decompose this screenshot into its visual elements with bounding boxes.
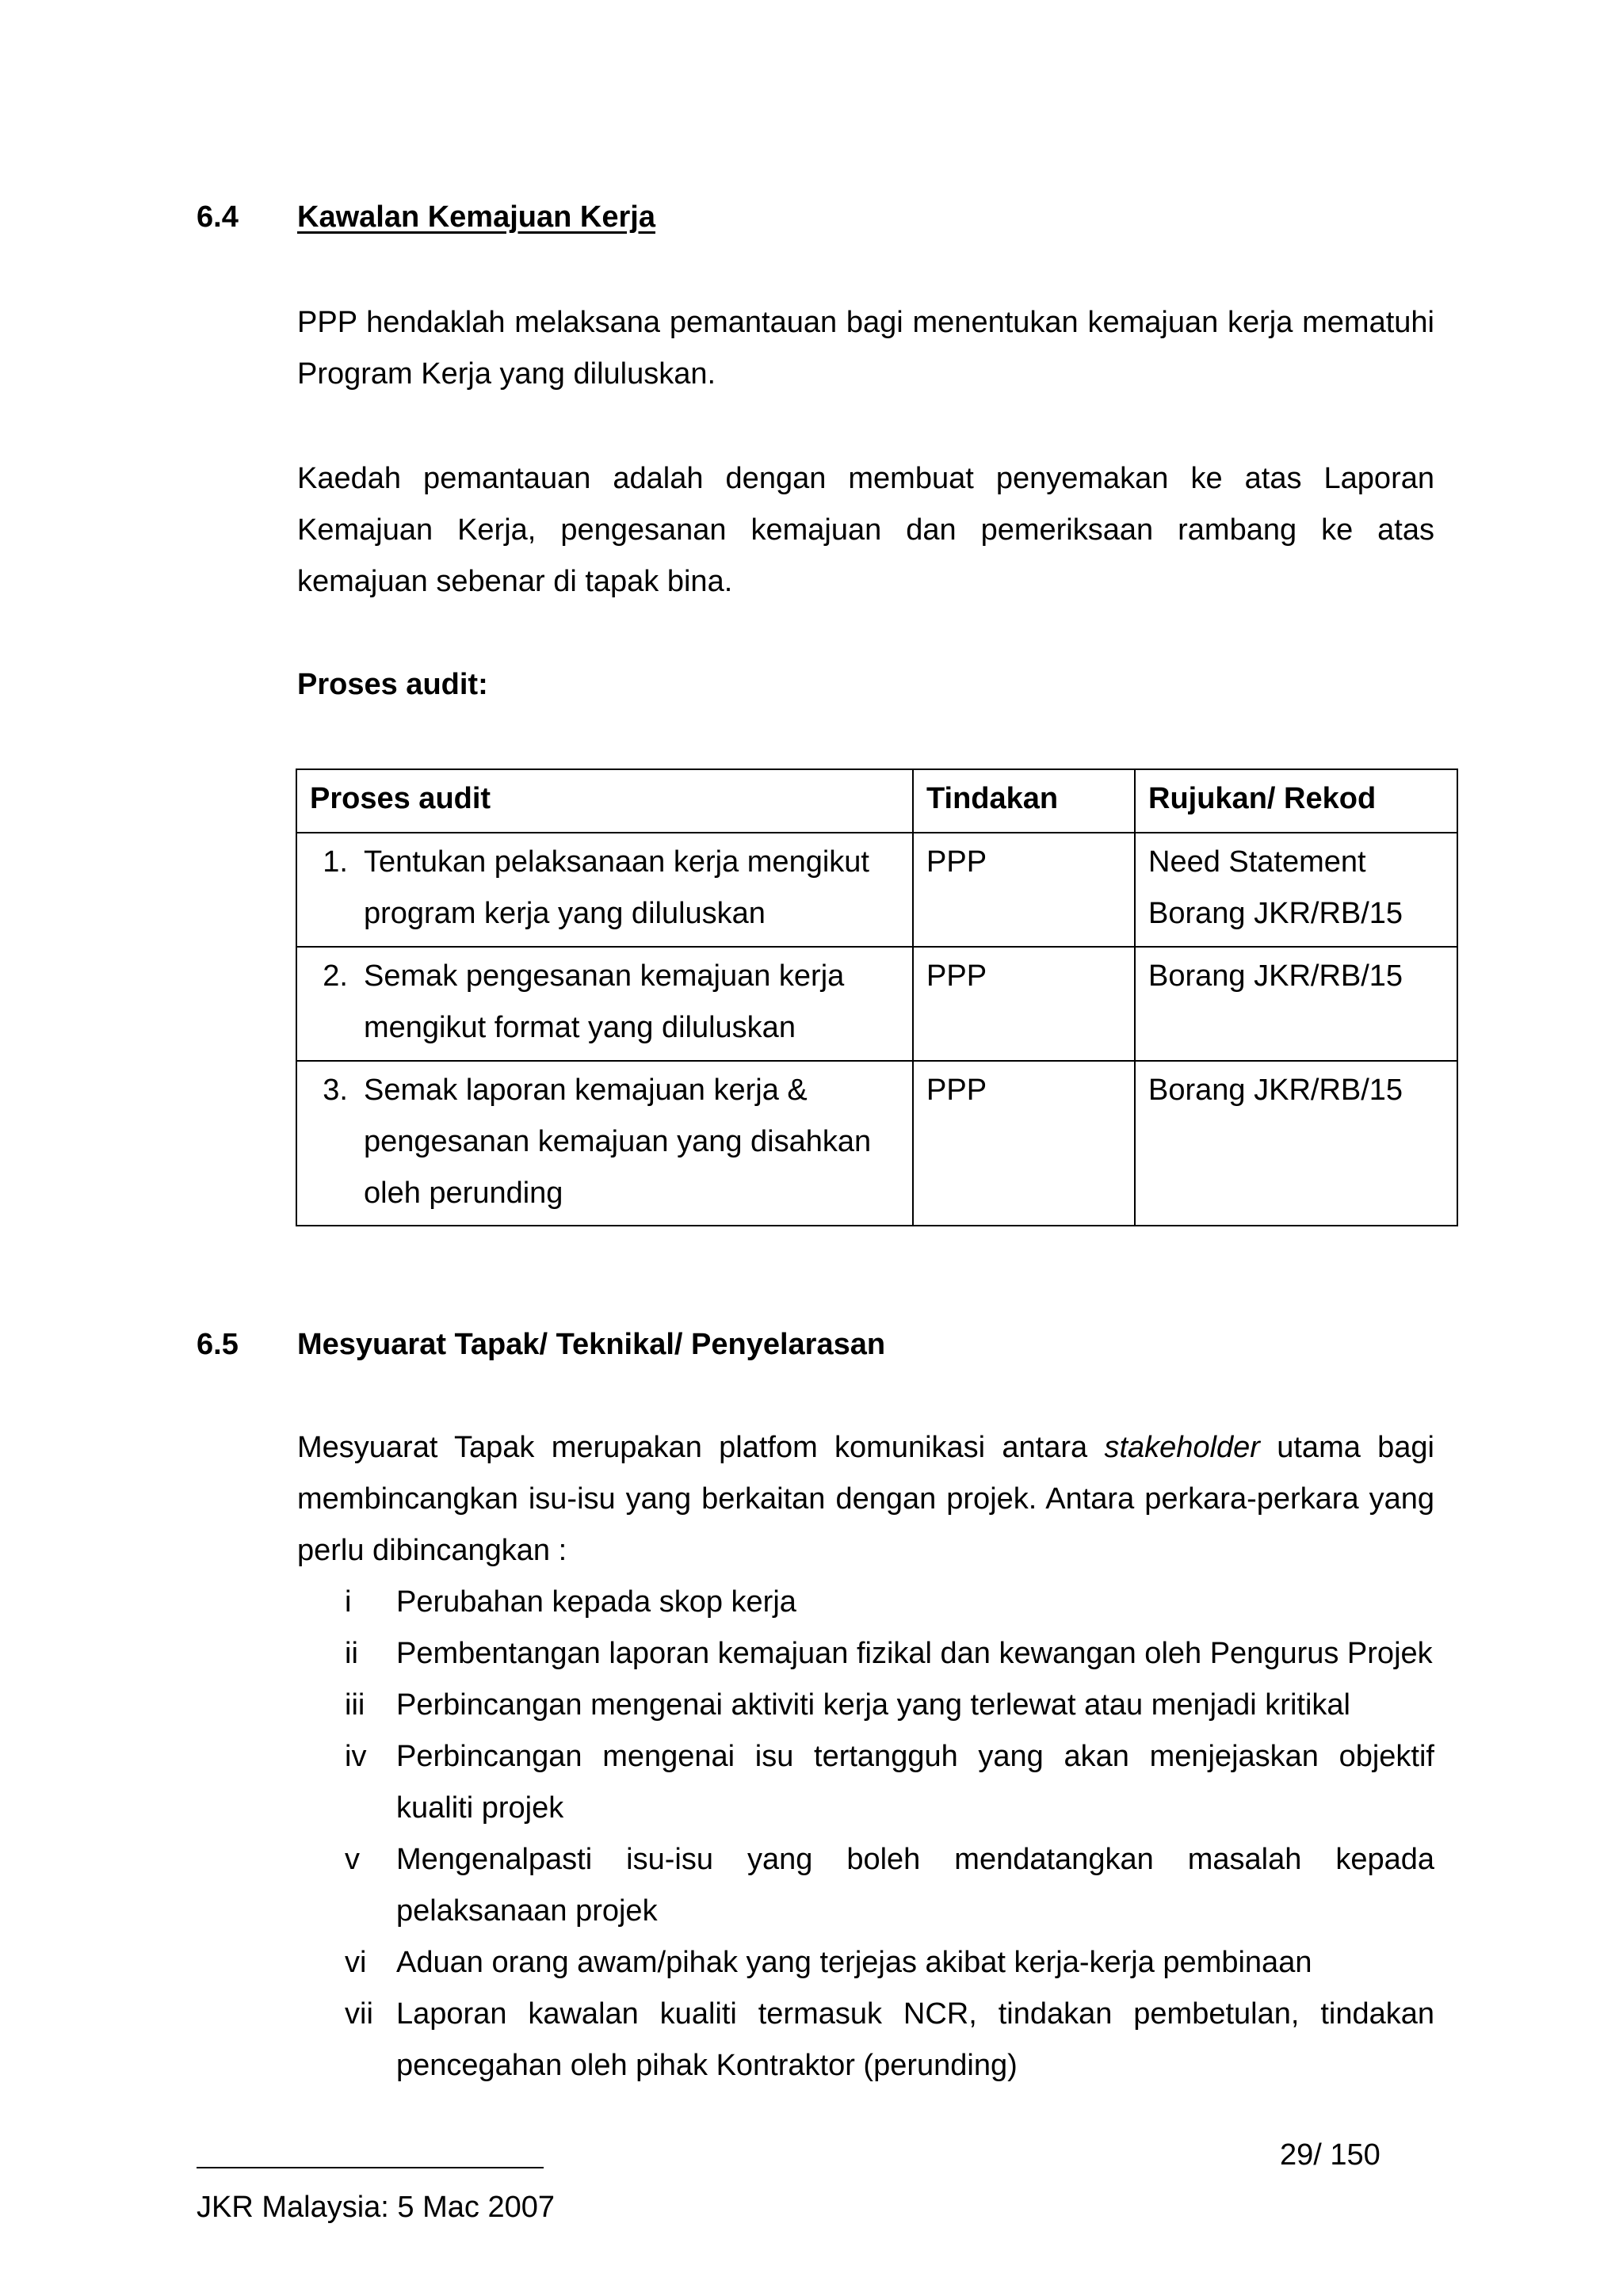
section-title: Mesyuarat Tapak/ Teknikal/ Penyelarasan xyxy=(297,1328,886,1361)
process-text: Tentukan pelaksanaan kerja mengikut program kerja yang diluluskan xyxy=(364,845,869,930)
process-cell xyxy=(296,833,913,947)
list-text: Perubahan kepada skop kerja xyxy=(396,1585,796,1619)
reference-cell xyxy=(1135,1061,1457,1226)
list-marker: iv xyxy=(345,1740,367,1773)
process-cell xyxy=(296,1061,913,1226)
intro-italic: stakeholder xyxy=(1104,1431,1260,1464)
section-number: 6.5 xyxy=(197,1328,239,1361)
list-text: Pembentangan laporan kemajuan fizikal dan kewangan oleh Pengurus Projek xyxy=(396,1637,1433,1670)
audit-table xyxy=(296,769,1458,1226)
reference-text: Need Statement xyxy=(1148,845,1366,879)
section-title: Kawalan Kemajuan Kerja xyxy=(297,200,655,234)
action-cell: PPP xyxy=(913,833,1135,947)
list-text: Laporan kawalan kualiti termasuk NCR, tindakan pembetulan, tindakan pencegahan oleh pihak Kontraktor (perunding) xyxy=(396,1997,1434,2082)
list-text: Aduan orang awam/pihak yang terjejas akibat kerja-kerja pembinaan xyxy=(396,1946,1312,1979)
list-item xyxy=(297,1628,1434,1680)
paragraph: Kaedah pemantauan adalah dengan membuat penyemakan ke atas Laporan Kemajuan Kerja, pengesanan kemajuan dan pemeriksaan rambang ke atas kemajuan sebenar di tapak bina. xyxy=(297,462,1434,598)
reference-text: Borang JKR/RB/15 xyxy=(1148,959,1403,993)
column-header: Proses audit xyxy=(296,769,913,833)
row-number: 2. xyxy=(323,959,348,993)
list-item xyxy=(297,1680,1434,1731)
footer-publisher: JKR Malaysia: 5 Mac 2007 xyxy=(197,2191,555,2224)
table-row xyxy=(296,1061,1457,1226)
action-cell: PPP xyxy=(913,947,1135,1061)
list-marker: i xyxy=(345,1585,352,1619)
reference-cell xyxy=(1135,947,1457,1061)
list-item xyxy=(297,1989,1434,2092)
column-header: Rujukan/ Rekod xyxy=(1135,769,1457,833)
action-cell: PPP xyxy=(913,1061,1135,1226)
column-header: Tindakan xyxy=(913,769,1135,833)
section-number: 6.4 xyxy=(197,200,239,234)
list-text: Perbincangan mengenai aktiviti kerja yang terlewat atau menjadi kritikal xyxy=(396,1688,1350,1722)
list-item xyxy=(297,1834,1434,1937)
intro-text: Mesyuarat Tapak merupakan platfom komunikasi antara xyxy=(297,1431,1105,1464)
list-marker: v xyxy=(345,1843,360,1876)
list-item xyxy=(297,1577,1434,1628)
subheading: Proses audit: xyxy=(297,668,488,701)
table-header-row xyxy=(296,769,1457,833)
footer-divider xyxy=(197,2167,544,2168)
list-item xyxy=(297,1731,1434,1834)
table-row xyxy=(296,833,1457,947)
list-item xyxy=(297,1937,1434,1989)
list-text: Perbincangan mengenai isu tertangguh yang akan menjejaskan objektif kualiti projek xyxy=(396,1740,1434,1825)
list-text: Mengenalpasti isu-isu yang boleh mendatangkan masalah kepada pelaksanaan projek xyxy=(396,1843,1434,1928)
reference-text: Borang JKR/RB/15 xyxy=(1148,1074,1403,1107)
paragraph xyxy=(297,1422,1434,1577)
process-text: Semak laporan kemajuan kerja & pengesanan kemajuan yang disahkan oleh perunding xyxy=(364,1074,872,1210)
list-marker: vii xyxy=(345,1997,373,2031)
intro-text: utama bagi membincangkan isu-isu yang berkaitan dengan projek. Antara perkara-perkara yang perlu dibincangkan : xyxy=(297,1431,1434,1567)
table-row xyxy=(296,947,1457,1061)
list-marker: iii xyxy=(345,1688,365,1722)
list-marker: vi xyxy=(345,1946,367,1979)
list-marker: ii xyxy=(345,1637,358,1670)
page-number: 29/ 150 xyxy=(1280,2138,1381,2172)
paragraph: PPP hendaklah melaksana pemantauan bagi menentukan kemajuan kerja mematuhi Program Kerja yang diluluskan. xyxy=(297,306,1434,391)
reference-cell xyxy=(1135,833,1457,947)
row-number: 3. xyxy=(323,1074,348,1107)
process-text: Semak pengesanan kemajuan kerja mengikut format yang diluluskan xyxy=(364,959,845,1044)
discussion-list xyxy=(297,1577,1434,2092)
process-cell xyxy=(296,947,913,1061)
row-number: 1. xyxy=(323,845,348,879)
reference-text: Borang JKR/RB/15 xyxy=(1148,897,1403,930)
